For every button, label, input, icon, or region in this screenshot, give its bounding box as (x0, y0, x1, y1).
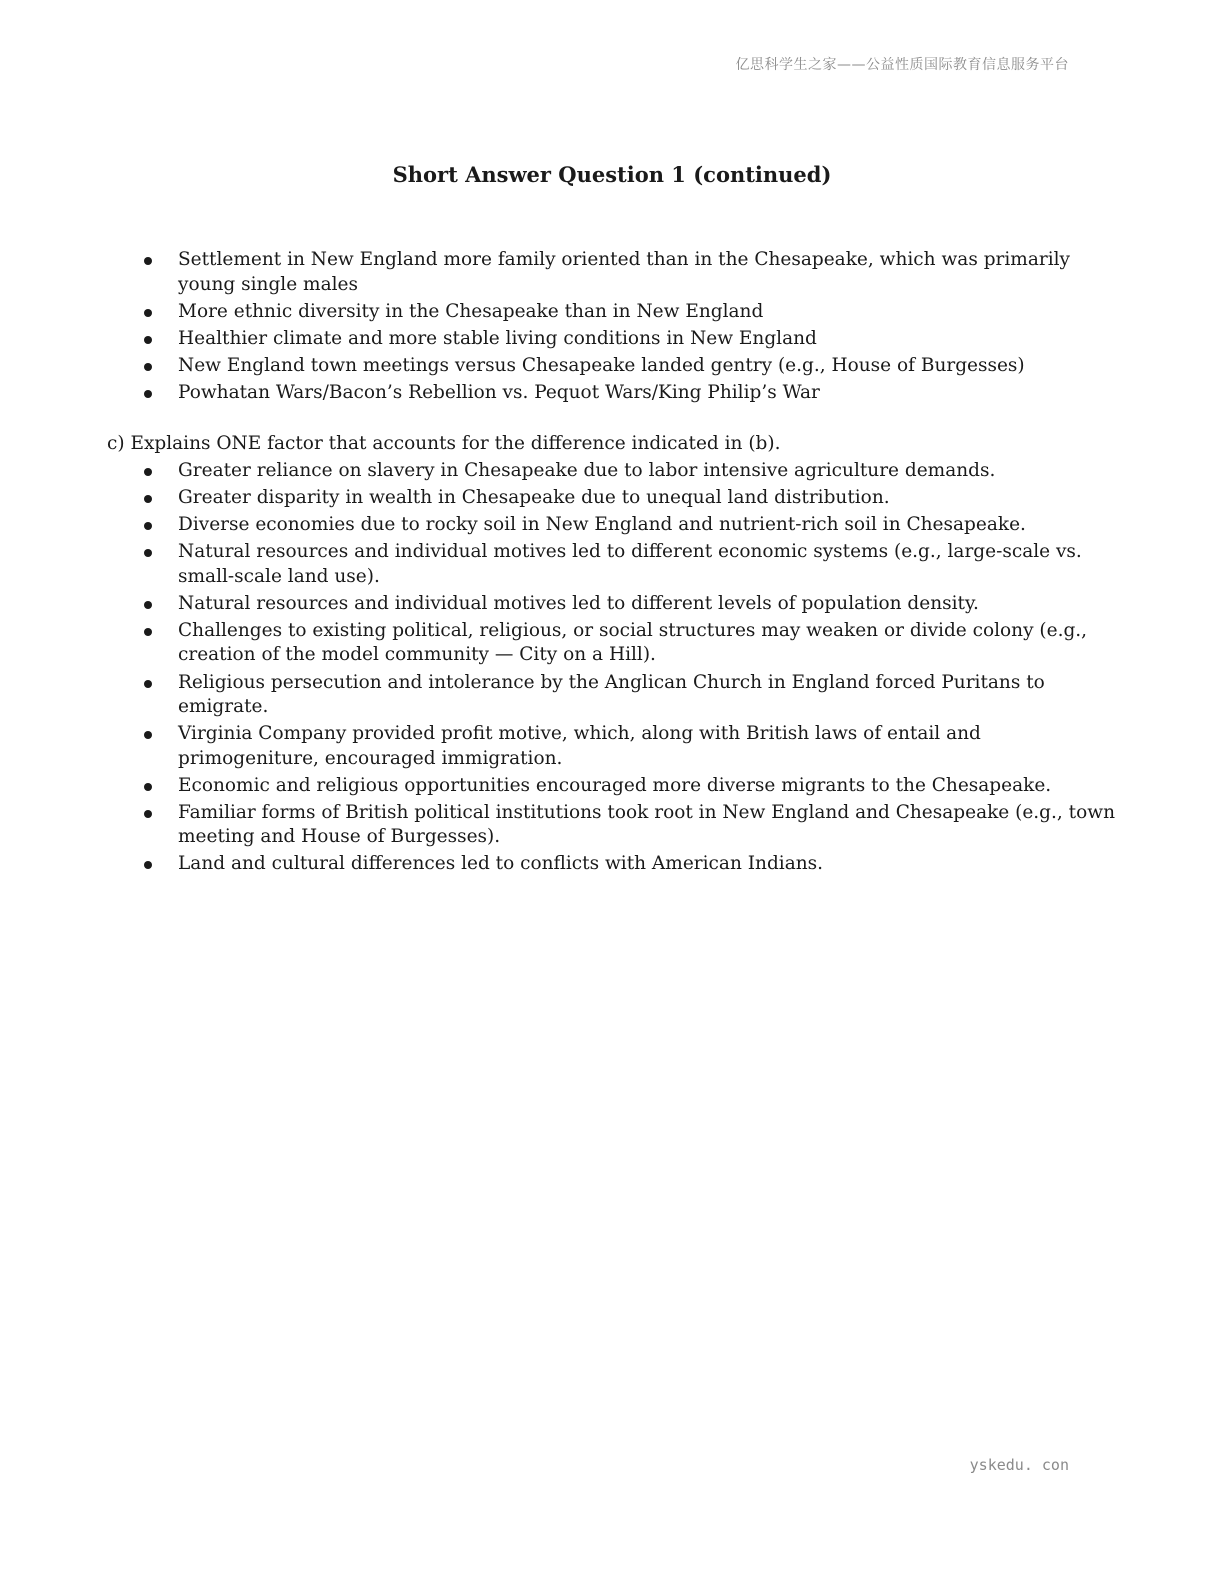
list-item-text: Healthier climate and more stable living conditions in New England (178, 327, 817, 349)
list-item (141, 774, 1116, 799)
bullet-icon (144, 468, 152, 476)
bullet-icon (144, 363, 152, 371)
bullet-icon (144, 522, 152, 530)
list-item (141, 486, 1116, 511)
section-b-list (141, 248, 1116, 408)
list-item (141, 248, 1116, 297)
list-item-text: Economic and religious opportunities encouraged more diverse migrants to the Chesapeake. (178, 774, 1052, 796)
list-item-text: Powhatan Wars/Bacon’s Rebellion vs. Pequot Wars/King Philip’s War (178, 381, 820, 403)
list-item (141, 513, 1116, 538)
list-item-text: More ethnic diversity in the Chesapeake than in New England (178, 300, 764, 322)
page-title: Short Answer Question 1 (continued) (392, 162, 832, 187)
bullet-icon (144, 601, 152, 609)
list-item-text: Religious persecution and intolerance by the Anglican Church in England forced Puritans to emigrate. (178, 671, 1045, 718)
list-item-text: New England town meetings versus Chesapeake landed gentry (e.g., House of Burgesses) (178, 354, 1025, 376)
bullet-icon (144, 731, 152, 739)
list-item (141, 619, 1116, 668)
header-note: 亿思科学生之家——公益性质国际教育信息服务平台 (735, 57, 1069, 73)
list-item-text: Greater reliance on slavery in Chesapeake due to labor intensive agriculture demands. (178, 460, 996, 481)
list-item (141, 801, 1116, 850)
list-item-text: Settlement in New England more family oriented than in the Chesapeake, which was primarily young single males (178, 249, 1071, 295)
bullet-icon (144, 783, 152, 791)
bullet-icon (144, 309, 152, 317)
section-c-list (141, 459, 1116, 880)
list-item-text: Challenges to existing political, religious, or social structures may weaken or divide colony (e.g., creation of the model community — City on a Hill). (178, 619, 1088, 666)
list-item-text: Natural resources and individual motives led to different levels of population density. (178, 592, 979, 614)
list-item-text: Natural resources and individual motives led to different economic systems (e.g., large-scale vs. small-scale land use). (178, 541, 1082, 587)
bullet-icon (144, 861, 152, 869)
list-item-text: Familiar forms of British political institutions took root in New England and Chesapeake (e.g., town meeting and House of Burgesses). (178, 801, 1115, 848)
bullet-icon (144, 680, 152, 688)
list-item-text: Virginia Company provided profit motive, which, along with British laws of entail and primogeniture, encouraged immigration. (178, 723, 981, 769)
list-item (141, 327, 1116, 352)
list-item (141, 381, 1116, 406)
section-c-label: c) Explains ONE factor that accounts for the difference indicated in (b). (107, 433, 781, 454)
bullet-icon (144, 257, 152, 265)
list-item-text: Diverse economies due to rocky soil in New England and nutrient-rich soil in Chesapeake. (178, 514, 1026, 536)
bullet-icon (144, 495, 152, 503)
list-item (141, 852, 1116, 877)
list-item (141, 540, 1116, 589)
list-item (141, 592, 1116, 617)
bullet-icon (144, 390, 152, 398)
list-item (141, 671, 1116, 720)
list-item (141, 300, 1116, 325)
bullet-icon (144, 810, 152, 818)
list-item-text: Land and cultural differences led to conflicts with American Indians. (178, 853, 824, 875)
bullet-icon (144, 628, 152, 636)
footer-note: yskedu. con (969, 1456, 1069, 1474)
list-item (141, 722, 1116, 771)
bullet-icon (144, 549, 152, 557)
list-item (141, 354, 1116, 379)
list-item (141, 459, 1116, 484)
bullet-icon (144, 336, 152, 344)
list-item-text: Greater disparity in wealth in Chesapeake due to unequal land distribution. (178, 487, 890, 509)
